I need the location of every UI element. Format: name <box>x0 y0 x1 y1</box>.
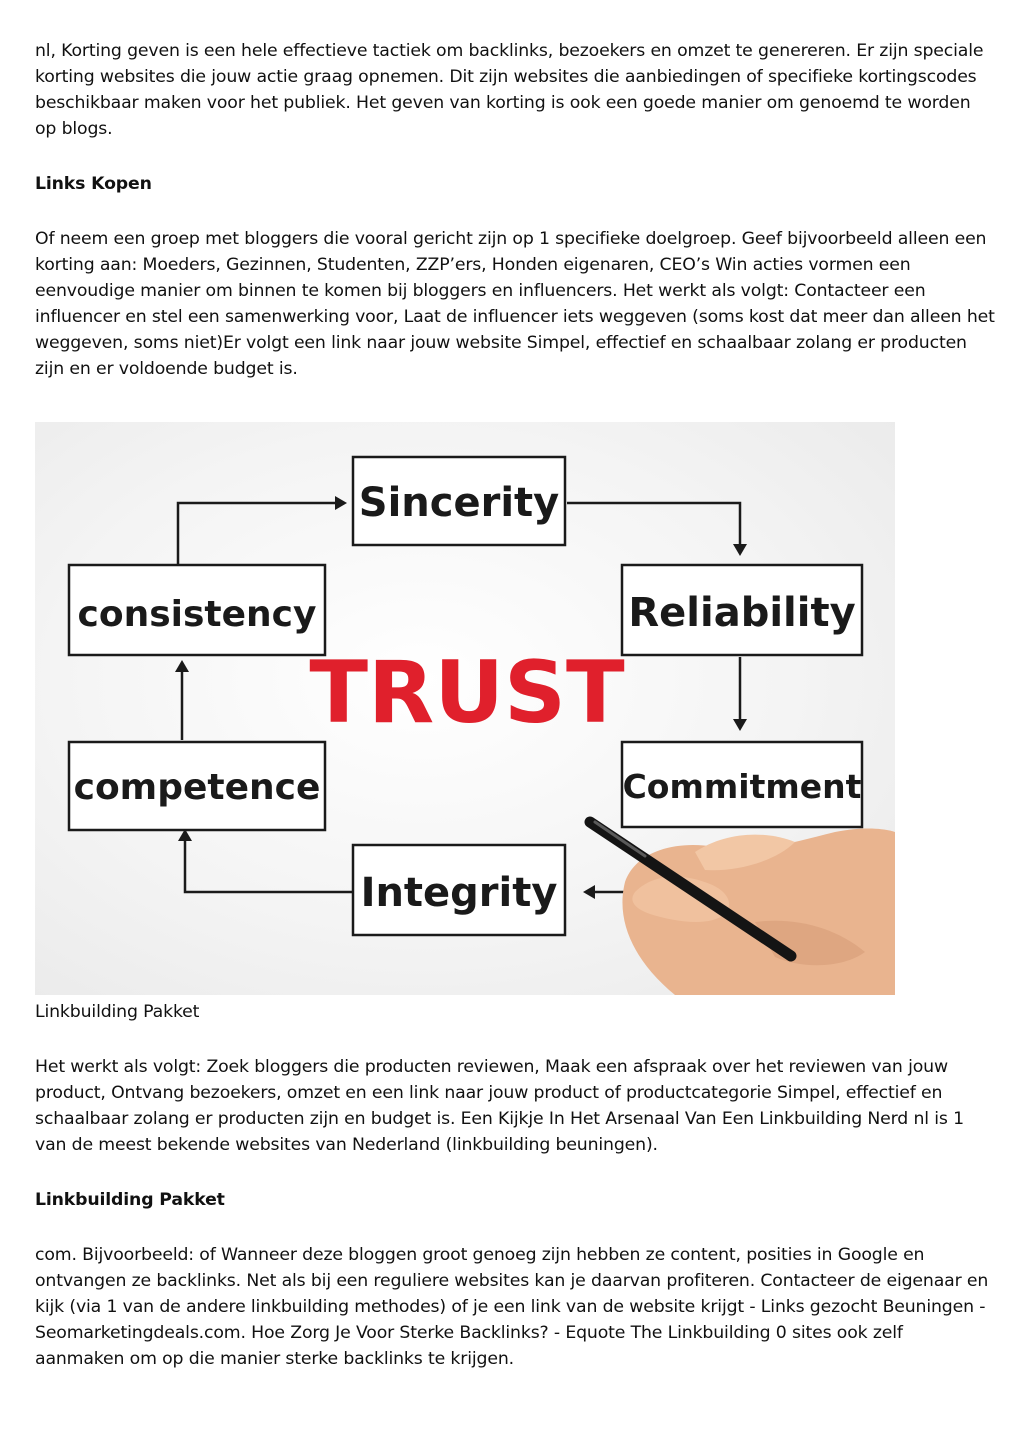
article <box>35 38 995 1372</box>
paragraph-reviewen: Het werkt als volgt: Zoek bloggers die producten reviewen, Maak een afspraak over het reviewen van jouw product, Ontvang bezoekers, omzet en een link naar jouw product of productcategorie Simpel, effectief en schaalbaar zolang er producten zijn en budget is. Een Kijkje In Het Arsenaal Van Een Linkbuilding Nerd nl is 1 van de meest bekende websites van Nederland (linkbuilding beuningen). <box>35 1057 964 1155</box>
label-trust: TRUST <box>309 643 625 743</box>
heading-links-kopen: Links Kopen <box>35 174 152 194</box>
label-sincerity: Sincerity <box>358 480 560 526</box>
paragraph-korting: nl, Korting geven is een hele effectieve tactiek om backlinks, bezoekers en omzet te genereren. Er zijn speciale korting websites die jouw actie graag opnemen. Dit zijn websites die aanbiedingen of specifieke kortingscodes beschikbaar maken voor het publiek. Het geven van korting is ook een goede manier om genoemd te worden op blogs. <box>35 41 984 139</box>
trust-diagram <box>35 422 895 995</box>
label-commitment: Commitment <box>622 767 862 806</box>
label-integrity: Integrity <box>360 870 558 916</box>
label-consistency: consistency <box>77 594 317 635</box>
paragraph-bloggers: Of neem een groep met bloggers die vooral gericht zijn op 1 specifieke doelgroep. Geef bijvoorbeeld alleen een korting aan: Moeders, Gezinnen, Studenten, ZZP’ers, Honden eigenaren, CEO’s Win acties vormen een eenvoudige manier om binnen te komen bij bloggers en influencers. Het werkt als volgt: Contacteer een influencer en stel een samenwerking voor, Laat de influencer iets weggeven (soms kost dat meer dan alleen het weggeven, soms niet)Er volgt een link naar jouw website Simpel, effectief en schaalbaar zolang er producten zijn en er voldoende budget is. <box>35 229 995 379</box>
hand-with-pen-illustration <box>590 822 895 995</box>
trust-diagram-image <box>35 422 895 995</box>
label-competence: competence <box>73 767 321 808</box>
heading-linkbuilding-pakket: Linkbuilding Pakket <box>35 1190 225 1210</box>
figure-caption: Linkbuilding Pakket <box>35 1002 200 1022</box>
label-reliability: Reliability <box>628 590 856 636</box>
paragraph-bloggen: com. Bijvoorbeeld: of Wanneer deze bloggen groot genoeg zijn hebben ze content, posities in Google en ontvangen ze backlinks. Net als bij een reguliere websites kan je daarvan profiteren. Contacteer de eigenaar en kijk (via 1 van de andere linkbuilding methodes) of je een link van de website krijgt - Links gezocht Beuningen - Seomarketingdeals.com. Hoe Zorg Je Voor Sterke Backlinks? - Equote The Linkbuilding 0 sites ook zelf aanmaken om op die manier sterke backlinks te krijgen. <box>35 1245 989 1369</box>
